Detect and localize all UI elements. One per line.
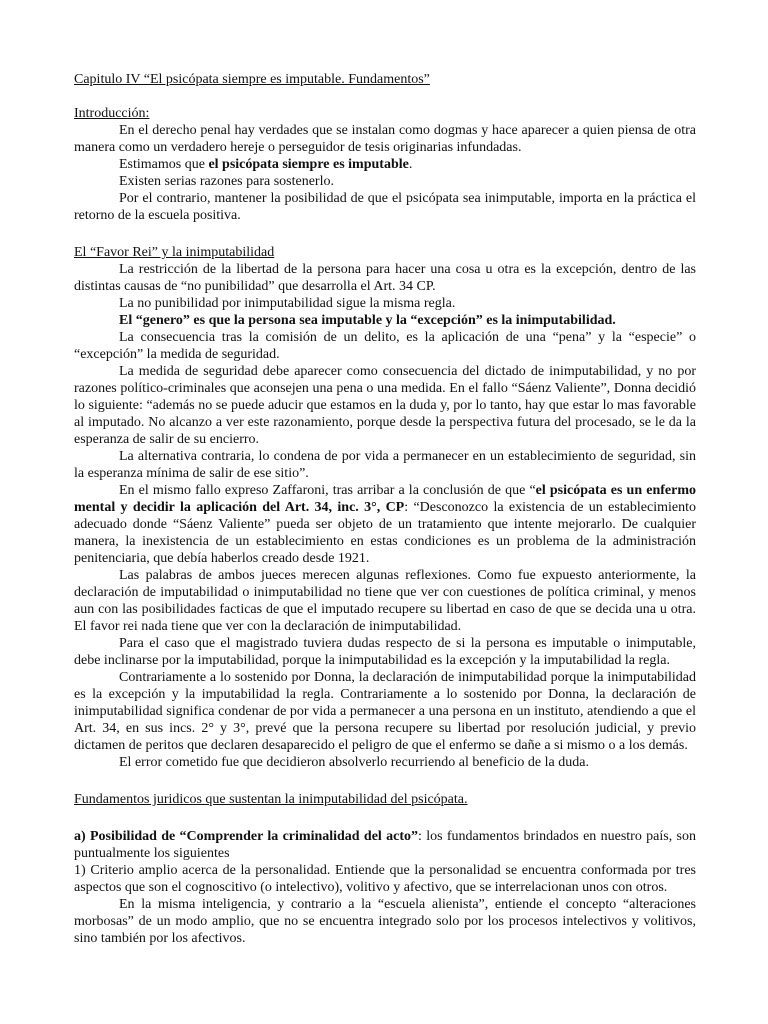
paragraph: La medida de seguridad debe aparecer como consecuencia del dictado de inimputabilidad, y no por razones político-criminales que aconsejen una pena o una medida. En el fallo “Sáenz Valiente”, Donna decidió lo siguiente: “además no se puede aducir que estamos en la duda y, por lo tanto, hay que estar lo mas favorable al imputado. No alcanzo a ver este razonamiento, porque desde la perspectiva futura del procesado, se le da la esperanza de salir de su encierro.	[74, 364, 696, 447]
text-run: Estimamos que	[119, 157, 209, 172]
bold-text: El “genero” es que la persona sea imputable y la “excepción” es la inimputabilidad.	[119, 313, 616, 328]
paragraph: Para el caso que el magistrado tuviera dudas respecto de si la persona es imputable o inimputable, debe inclinarse por la imputabilidad, porque la inimputabilidad es la excepción y la imputabilidad la regla.	[74, 636, 696, 668]
bold-text: el psicópata siempre es imputable	[208, 157, 409, 172]
bold-text: a) Posibilidad de “Comprender la criminalidad del acto”	[74, 829, 419, 844]
intro-heading: Introducción:	[74, 106, 150, 121]
paragraph: El error cometido fue que decidieron absolverlo recurriendo al beneficio de la duda.	[119, 755, 589, 770]
paragraph: La no punibilidad por inimputabilidad sigue la misma regla.	[119, 296, 456, 311]
bold-text: el psicópata es un enfermo mental y decidir la aplicación del Art. 34, inc. 3°, CP	[74, 483, 696, 515]
document-body	[74, 71, 696, 947]
paragraph: Por el contrario, mantener la posibilidad de que el psicópata sea inimputable, importa en la práctica el retorno de la escuela positiva.	[74, 191, 696, 223]
text-run: : “Desconozco la existencia de un establecimiento adecuado donde “Sáenz Valiente” pueda ser objeto de un tratamiento que intente mejorarlo. De cualquier manera, la inexistencia de un establecimiento en estas condiciones es un problema de la administración penitenciaria, que debía haberlos creado desde 1921.	[74, 500, 696, 566]
paragraph	[74, 156, 696, 173]
section-heading-favor-rei: El “Favor Rei” y la inimputabilidad	[74, 245, 275, 260]
section-heading-fundamentos: Fundamentos juridicos que sustentan la inimputabilidad del psicópata.	[74, 792, 468, 807]
paragraph: Contrariamente a lo sostenido por Donna, la declaración de inimputabilidad porque la inimputabilidad es la excepción y la imputabilidad la regla. Contrariamente a lo sostenido por Donna, la declaración de inimputabilidad significa condenar de por vida a permanecer a una persona en un instituto, atendiendo a que el Art. 34, en sus incs. 2° y 3°, prevé que la persona recupere su libertad por resolución judicial, y previo dictamen de peritos que declaren desaparecido el peligro de que el enfermo se dañe a si mismo o a los demás.	[74, 670, 696, 753]
paragraph: En la misma inteligencia, y contrario a la “escuela alienista”, entiende el concepto “alteraciones morbosas” de un modo amplio, que no se encuentra integrado solo por los procesos intelectivos y volitivos, sino también por los afectivos.	[74, 897, 696, 946]
paragraph: La consecuencia tras la comisión de un delito, es la aplicación de una “pena” y la “especie” o “excepción” la medida de seguridad.	[74, 330, 696, 362]
paragraph	[74, 828, 696, 862]
text-run: : los fundamentos brindados en nuestro país, son puntualmente los siguientes	[74, 829, 696, 861]
paragraph: La alternativa contraria, lo condena de por vida a permanecer en un establecimiento de seguridad, sin la esperanza mínima de salir de ese sitio”.	[74, 449, 696, 481]
paragraph	[74, 312, 696, 329]
paragraph: Las palabras de ambos jueces merecen algunas reflexiones. Como fue expuesto anteriormente, la declaración de imputabilidad o inimputabilidad no tiene que ver con cuestiones de política criminal, y menos aun con las posibilidades facticas de que el imputado recupere su libertad en caso de que se decida una u otra. El favor rei nada tiene que ver con la declaración de inimputabilidad.	[74, 568, 696, 634]
paragraph: La restricción de la libertad de la persona para hacer una cosa u otra es la excepción, dentro de las distintas causas de “no punibilidad” que desarrolla el Art. 34 CP.	[74, 262, 696, 294]
text-run: .	[408, 157, 413, 172]
chapter-title: Capitulo IV “El psicópata siempre es imputable. Fundamentos”	[74, 72, 430, 87]
paragraph	[74, 482, 696, 567]
text-run: En el mismo fallo expreso Zaffaroni, tras arribar a la conclusión de que “	[119, 483, 536, 498]
paragraph: En el derecho penal hay verdades que se instalan como dogmas y hace aparecer a quien piensa de otra manera como un verdadero hereje o perseguidor de tesis originarias infundadas.	[74, 123, 696, 155]
list-item: 1) Criterio amplio acerca de la personalidad. Entiende que la personalidad se encuentra conformada por tres aspectos que son el cognoscitivo (o intelectivo), volitivo y afectivo, que se interrelacionan unos con otros.	[74, 863, 696, 895]
paragraph: Existen serias razones para sostenerlo.	[119, 174, 334, 189]
